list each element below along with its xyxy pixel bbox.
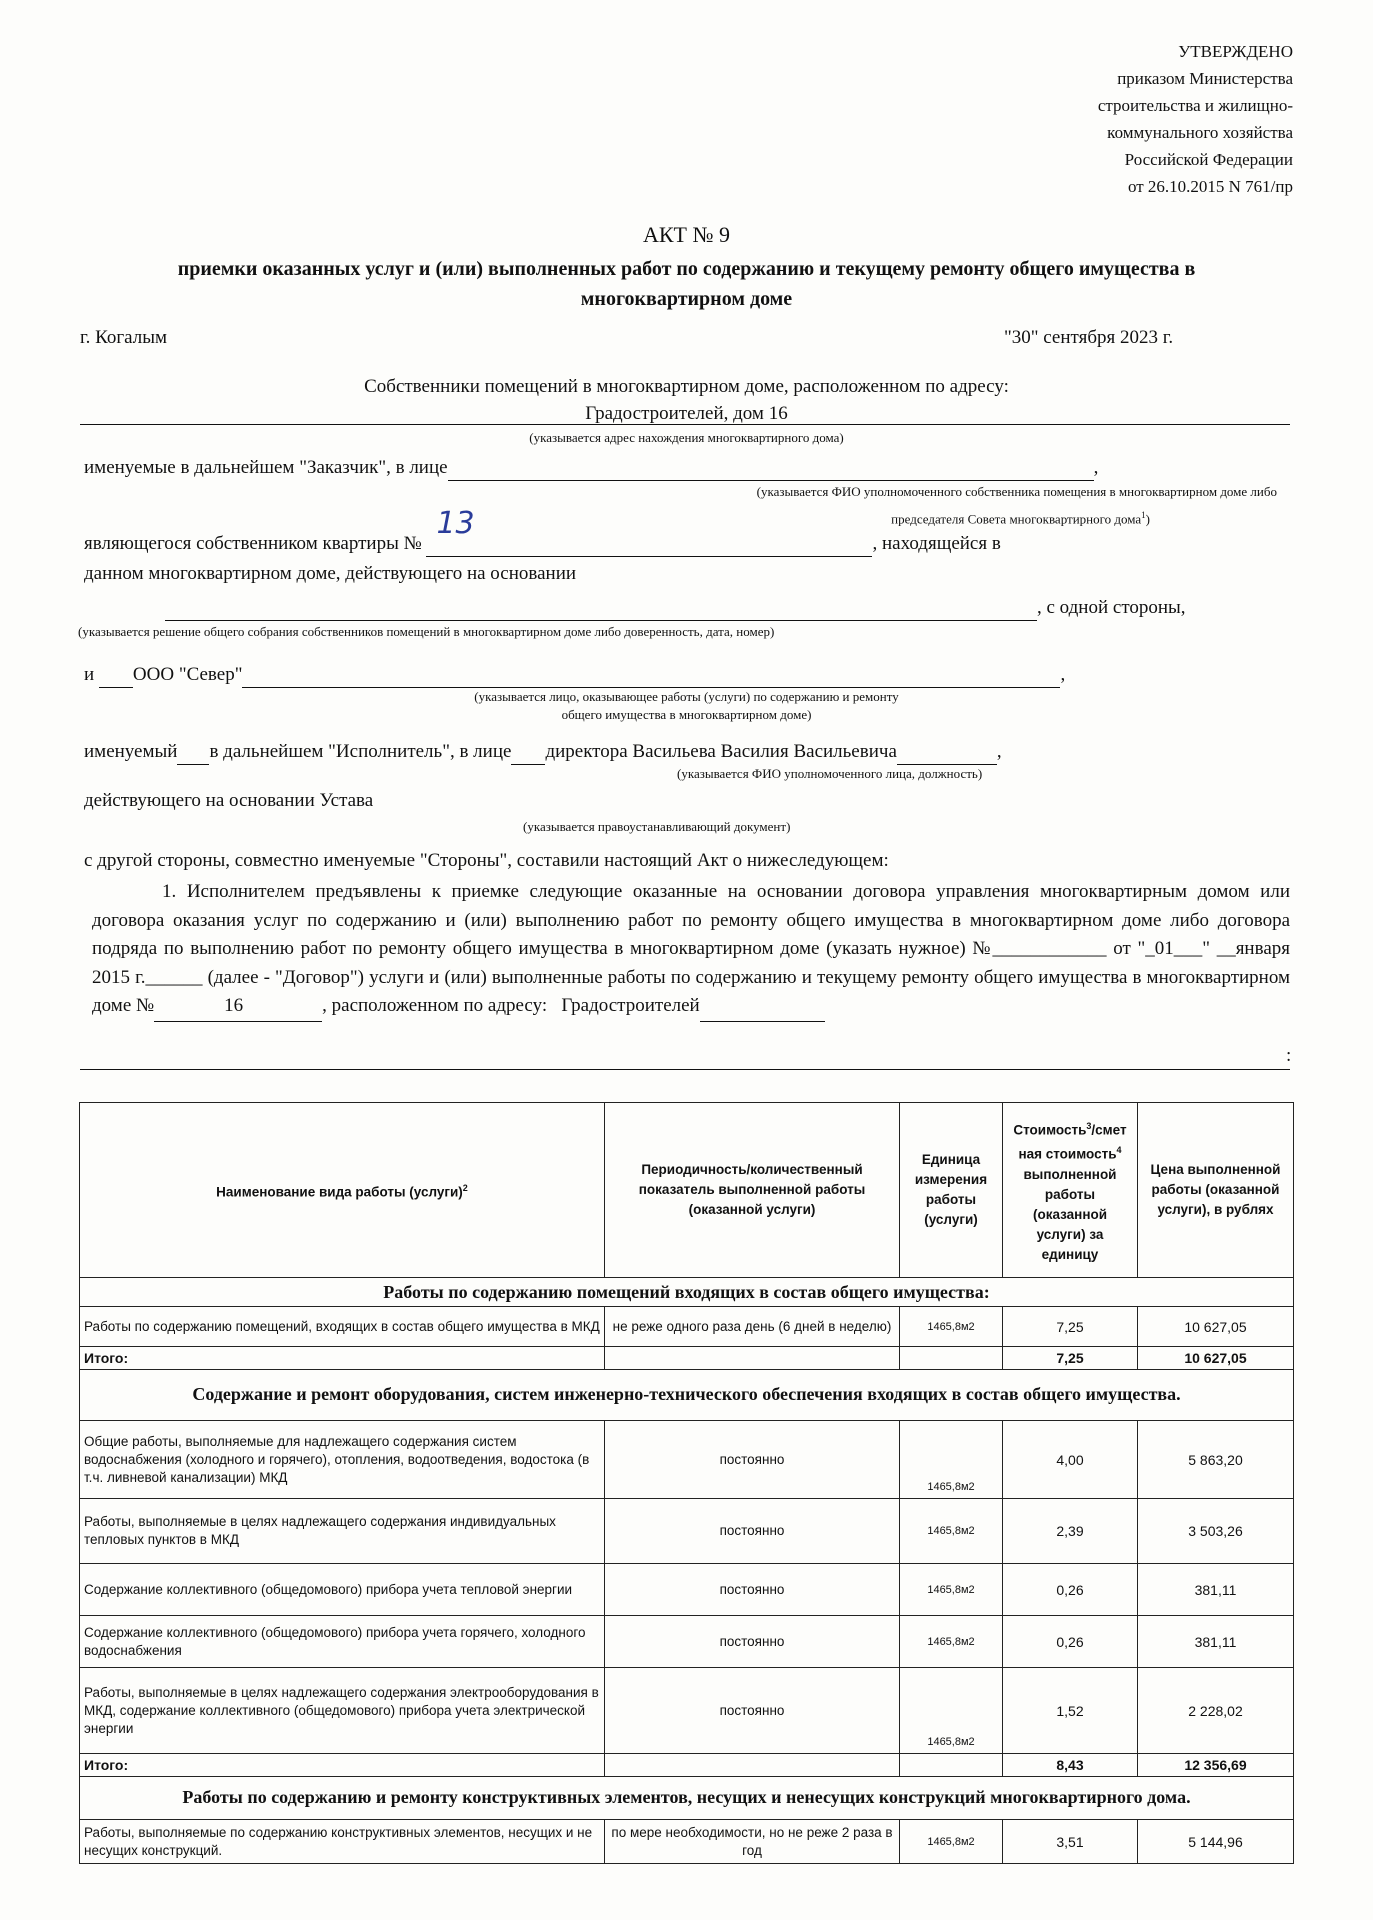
address-continuation-line: [80, 1069, 1290, 1070]
total-row: Итого: 7,25 10 627,05: [80, 1347, 1294, 1370]
executor-mid: в дальнейшем "Исполнитель", в лице: [209, 741, 512, 762]
house-address: Градостроителей, дом 16: [585, 403, 788, 424]
approval-line: УТВЕРЖДЕНО: [1178, 42, 1293, 61]
colon: :: [1286, 1045, 1292, 1066]
and-prefix: и: [84, 664, 95, 685]
basis-blank: [165, 596, 1037, 621]
basis-blank-line: [165, 596, 1186, 621]
table-row: Работы, выполняемые в целях надлежащего содержания электрооборудования в МКД, содержание коллективного (общедомового) прибора учета электрической энергии постоянно 1465,8м2 1,52 2 228,02: [80, 1668, 1294, 1754]
executor-note: (указывается ФИО уполномоченного лица, должность): [677, 766, 983, 781]
basis-line: данном многоквартирном доме, действующего на основании: [84, 563, 577, 584]
customer-line: именуемые в дальнейшем "Заказчик", в лице ,: [84, 456, 1098, 481]
table-row: Работы по содержанию помещений, входящих в состав общего имущества в МКД не реже одного раза день (6 дней в неделю) 1465,8м2 7,25 10 627,05: [80, 1307, 1294, 1347]
approval-line: Российской Федерации: [1124, 150, 1293, 169]
section-header: Работы по содержанию помещений входящих в состав общего имущества:: [80, 1278, 1294, 1307]
col-header-unit: Единица измерения работы (услуги): [900, 1103, 1003, 1278]
customer-fio-blank: [448, 456, 1094, 481]
table-row: Общие работы, выполняемые для надлежащего содержания систем водоснабжения (холодного и горячего), отопления, водоотведения, водостока (в т.ч. ливневой канализации) МКД постоянно 1465,8м2 4,00 5 863,20: [80, 1421, 1294, 1499]
customer-prefix: именуемые в дальнейшем "Заказчик", в лице: [84, 457, 448, 478]
executor-line: именуемый в дальнейшем "Исполнитель", в лице директора Васильева Василия Васильевича ,: [84, 740, 1002, 765]
approval-stamp: [913, 38, 1293, 200]
other-side: с другой стороны, совместно именуемые "Стороны", составили настоящий Акт о нижеследующем:: [84, 850, 889, 871]
city: г. Когалым: [80, 327, 168, 348]
col-header-periodicity: Периодичность/количественный показатель выполненной работы (оказанной услуги): [605, 1103, 900, 1278]
approval-line: строительства и жилищно-: [1097, 96, 1293, 115]
paragraph-1: 1. Исполнителем предъявлены к приемке следующие оказанные на основании договора управления многоквартирным домом или договора оказания услуг по содержанию и (или) выполнению работ по ремонту общего имущества в многоквартирном доме либо договора подряда по выполнению работ по ремонту общего имущества в многоквартирном доме (указать нужное) №____________ от "_01___" __января 2015 г.______ (далее - "Договор") услуги и (или) выполненные работы по содержанию и текущему ремонту общего имущества в многоквартирном доме № 16 , расположенном по адресу: Градостроителей: [92, 878, 1290, 1022]
act-date: "30" сентября 2023 г.: [1004, 327, 1174, 348]
executor-prefix: именуемый: [84, 741, 178, 762]
customer-note-1: (указывается ФИО уполномоченного собственника помещения в многоквартирном доме либо: [756, 484, 1277, 499]
section-header: Содержание и ремонт оборудования, систем инженерно-технического обеспечения входящих в состав общего имущества.: [80, 1370, 1294, 1421]
owners-intro: Собственники помещений в многоквартирном доме, расположенном по адресу:: [364, 376, 1009, 397]
acting-note: (указывается правоустанавливающий документ): [523, 819, 791, 834]
executor-person: директора Васильева Василия Васильевича: [545, 741, 897, 762]
col-header-name: Наименование вида работы (услуги)$^2$: [80, 1103, 605, 1278]
one-side: , с одной стороны,: [1037, 597, 1186, 618]
acting-basis: действующего на основании Устава: [84, 790, 374, 811]
paragraph-1-end: расположенном по адресу:: [331, 995, 548, 1016]
total-row: Итого: 8,43 12 356,69: [80, 1754, 1294, 1777]
basis-note: (указывается решение общего собрания собственников помещений в многоквартирном доме либо доверенность, дата, номер): [78, 624, 775, 639]
document-subtitle: приемки оказанных услуг и (или) выполненных работ по содержанию и текущему ремонту общего имущества в многоквартирном доме: [177, 258, 1196, 310]
apartment-number-handwritten: 13: [436, 506, 475, 541]
contractor-note-1: (указывается лицо, оказывающее работы (услуги) по содержанию и ремонту: [474, 689, 899, 704]
paragraph-1-address: Градостроителей: [561, 995, 700, 1016]
document-title: АКТ № 9: [643, 222, 730, 247]
contractor-name: ООО "Север": [132, 664, 243, 685]
owner-apartment-suffix: , находящейся в: [872, 533, 1001, 554]
table-row: Содержание коллективного (общедомового) прибора учета горячего, холодного водоснабжения постоянно 1465,8м2 0,26 381,11: [80, 1616, 1294, 1668]
table-row: Содержание коллективного (общедомового) прибора учета тепловой энергии постоянно 1465,8м2 0,26 381,11: [80, 1564, 1294, 1616]
approval-line: коммунального хозяйства: [1107, 123, 1293, 142]
contractor-note-2: общего имущества в многоквартирном доме): [561, 707, 812, 722]
customer-note-2: председателя Совета многоквартирного дома$^1$): [891, 510, 1150, 527]
address-note: (указывается адрес нахождения многоквартирного дома): [529, 430, 844, 445]
approval-line: от 26.10.2015 N 761/пр: [1127, 177, 1293, 196]
contractor-line: и ООО "Север" ,: [84, 663, 1065, 688]
col-header-price: Цена выполненной работы (оказанной услуги), в рублях: [1138, 1103, 1294, 1278]
col-header-cost: Стоимость$^3$/смет ная стоимость$^4$ выполненной работы (оказанной услуги) за единицу: [1003, 1103, 1138, 1278]
table-row: Работы, выполняемые в целях надлежащего содержания индивидуальных тепловых пунктов в МКД постоянно 1465,8м2 2,39 3 503,26: [80, 1499, 1294, 1564]
owner-apartment-line: [84, 506, 1001, 557]
section-header: Работы по содержанию и ремонту конструктивных элементов, несущих и ненесущих конструкций многоквартирного дома.: [80, 1777, 1294, 1820]
apartment-blank: [426, 506, 872, 557]
owner-apartment-prefix: являющегося собственником квартиры №: [84, 533, 422, 554]
approval-line: приказом Министерства: [1117, 69, 1293, 88]
works-table: [79, 1102, 1294, 1864]
table-row: Работы, выполняемые по содержанию конструктивных элементов, несущих и не несущих конструкций. по мере необходимости, но не реже 2 раза в год 1465,8м2 3,51 5 144,96: [80, 1820, 1294, 1864]
house-number: 16: [224, 995, 244, 1016]
address-underline: [80, 424, 1290, 425]
